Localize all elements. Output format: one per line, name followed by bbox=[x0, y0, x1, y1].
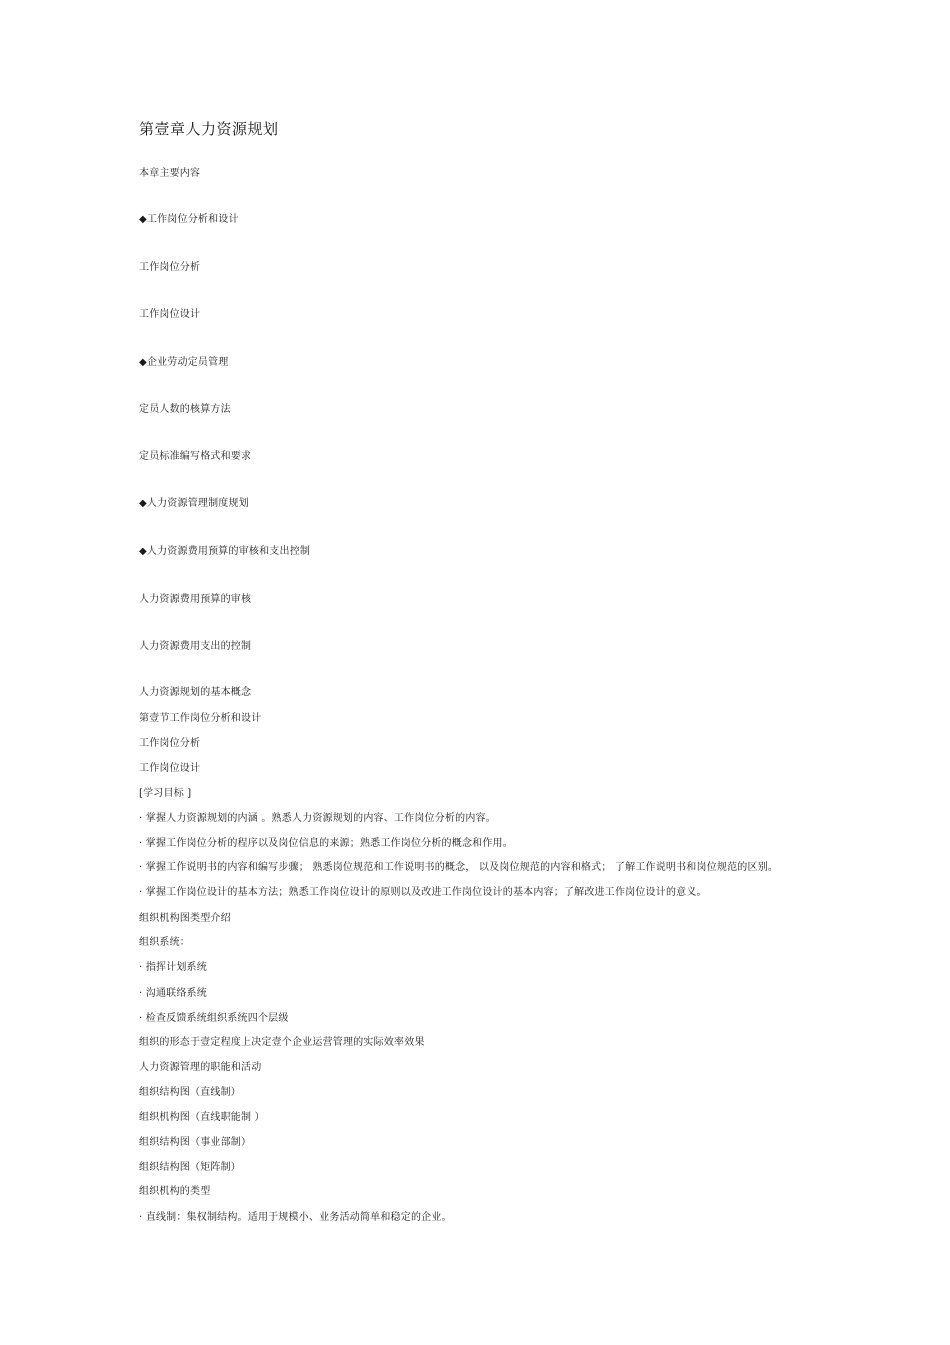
text-line: 组织机构图（直线职能制 ） bbox=[139, 1112, 265, 1123]
list-item: · 掌握人力资源规划的内涵 。熟悉人力资源规划的内容、工作岗位分析的内容。 bbox=[139, 813, 496, 824]
text-line: 人力资源规划的基本概念 bbox=[139, 687, 252, 698]
bullet-heading: ◆人力资源管理制度规划 bbox=[139, 498, 249, 509]
text-line: 人力资源费用预算的审核 bbox=[139, 594, 252, 605]
list-item: · 直线制：集权制结构。适用于规模小、业务活动简单和稳定的企业。 bbox=[139, 1212, 452, 1223]
text-line: 组织的形态于壹定程度上决定壹个企业运营管理的实际效率效果 bbox=[139, 1037, 425, 1048]
text-line: 组织结构图（事业部制） bbox=[139, 1137, 252, 1148]
bullet-heading: ◆工作岗位分析和设计 bbox=[139, 214, 239, 225]
list-item: · 检查反馈系统组织系统四个层级 bbox=[139, 1013, 289, 1024]
text-line: 工作岗位设计 bbox=[139, 763, 201, 774]
text-line: 人力资源管理的职能和活动 bbox=[139, 1062, 262, 1073]
text-line: 组织机构的类型 bbox=[139, 1186, 211, 1197]
text-line: 人力资源费用支出的控制 bbox=[139, 641, 252, 652]
bullet-heading: ◆企业劳动定员管理 bbox=[139, 357, 229, 368]
text-line: [学习目标 ] bbox=[139, 788, 192, 799]
text-line: 工作岗位设计 bbox=[139, 309, 201, 320]
text-line: 组织结构图（直线制） bbox=[139, 1087, 241, 1098]
list-item: · 沟通联络系统 bbox=[139, 988, 207, 999]
text-line: 工作岗位分析 bbox=[139, 738, 201, 749]
bullet-heading: ◆人力资源费用预算的审核和支出控制 bbox=[139, 546, 311, 557]
text-line: 定员标准编写格式和要求 bbox=[139, 451, 252, 462]
text-line: 组织系统： bbox=[139, 937, 190, 948]
list-item: · 掌握工作岗位分析的程序以及岗位信息的来源；熟悉工作岗位分析的概念和作用。 bbox=[139, 838, 513, 849]
text-line: 定员人数的核算方法 bbox=[139, 404, 231, 415]
text-line: 工作岗位分析 bbox=[139, 262, 201, 273]
list-item: · 指挥计划系统 bbox=[139, 962, 207, 973]
chapter-title: 第壹章人力资源规划 bbox=[139, 120, 279, 138]
text-line: 组织结构图（矩阵制） bbox=[139, 1162, 241, 1173]
list-item: · 掌握工作岗位设计的基本方法；熟悉工作岗位设计的原则以及改进工作岗位设计的基本内容；了解改进工作岗位设计的意义。 bbox=[139, 887, 707, 898]
text-line: 组织机构图类型介绍 bbox=[139, 913, 231, 924]
list-item: · 掌握工作说明书的内容和编写步骤； 熟悉岗位规范和工作说明书的概念， 以及岗位规范的内容和格式； 了解工作说明书和岗位规范的区别。 bbox=[139, 862, 779, 873]
text-line: 本章主要内容 bbox=[139, 168, 201, 179]
section-heading: 第壹节工作岗位分析和设计 bbox=[139, 713, 262, 724]
